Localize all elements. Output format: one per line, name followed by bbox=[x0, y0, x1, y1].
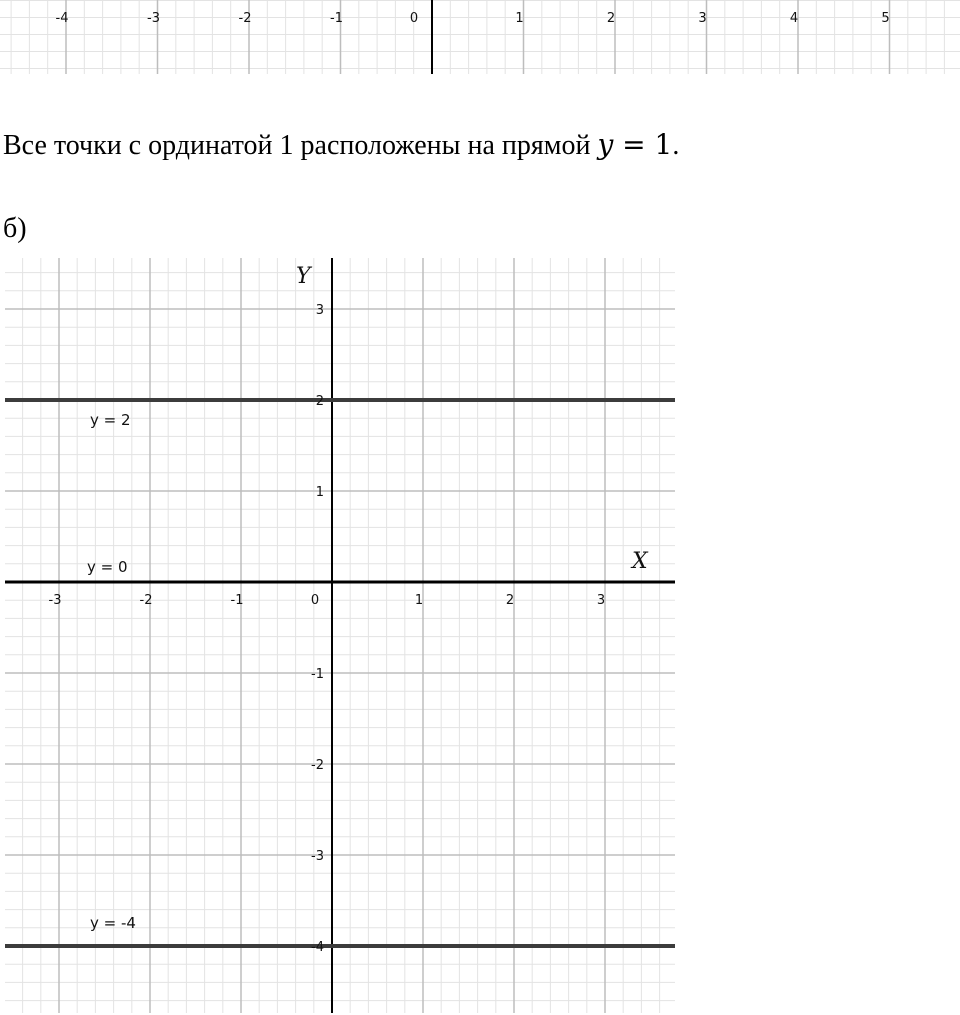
x-tick-label: 3 bbox=[596, 593, 606, 608]
math-variable: y bbox=[597, 128, 614, 161]
x-tick-label: 5 bbox=[881, 11, 890, 26]
x-tick-label: -3 bbox=[48, 593, 62, 608]
y-tick-label: -2 bbox=[311, 758, 324, 773]
x-tick-label: 4 bbox=[789, 11, 799, 26]
y-tick-label: 1 bbox=[315, 485, 324, 500]
y-axis-label: Y bbox=[296, 264, 311, 289]
series-label: y = 2 bbox=[90, 411, 131, 429]
part-label: б) bbox=[3, 213, 27, 244]
x-tick-label: -4 bbox=[55, 11, 69, 26]
x-tick-label: 0 bbox=[310, 593, 320, 608]
x-tick-label: -2 bbox=[139, 593, 153, 608]
x-tick-label: -3 bbox=[147, 11, 160, 26]
x-tick-label: 1 bbox=[515, 11, 524, 26]
y-tick-label: 2 bbox=[315, 394, 324, 409]
x-tick-label: 2 bbox=[505, 593, 515, 608]
y-tick-label: -4 bbox=[311, 940, 324, 955]
top-number-line-graph bbox=[0, 0, 960, 78]
math-equation-rest: = 1 bbox=[613, 128, 673, 161]
x-tick-label: 1 bbox=[414, 593, 424, 608]
series-label: y = -4 bbox=[90, 914, 136, 932]
statement-period: . bbox=[672, 130, 680, 161]
x-tick-label: 2 bbox=[606, 11, 616, 26]
y-tick-label: -3 bbox=[311, 849, 324, 864]
ordinate-statement bbox=[3, 128, 679, 162]
x-tick-label: 0 bbox=[409, 11, 419, 26]
x-tick-label: 3 bbox=[698, 11, 707, 26]
x-tick-label: -1 bbox=[330, 11, 343, 26]
coordinate-plane-graph bbox=[0, 255, 680, 1015]
x-tick-label: -1 bbox=[230, 593, 244, 608]
x-axis-label: X bbox=[632, 549, 648, 574]
statement-text: Все точки с ординатой 1 расположены на прямой bbox=[3, 130, 598, 161]
series-label: y = 0 bbox=[87, 558, 128, 576]
y-tick-label: -1 bbox=[311, 667, 324, 682]
y-tick-label: 3 bbox=[315, 303, 324, 318]
x-tick-label: -2 bbox=[238, 11, 252, 26]
